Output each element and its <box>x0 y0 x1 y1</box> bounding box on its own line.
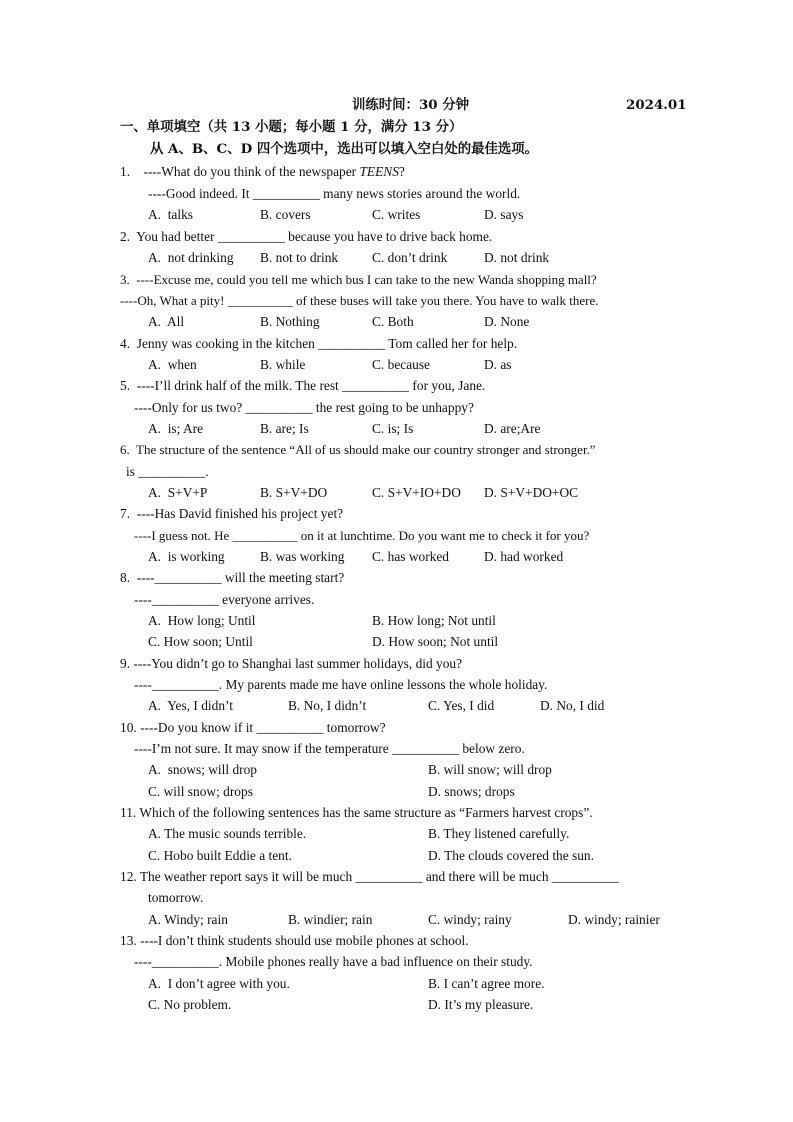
question-3-option-b[interactable]: B. Nothing <box>260 314 320 329</box>
question-5-option-a[interactable]: A. is; Are <box>148 421 204 436</box>
question-11-option-c[interactable]: C. Hobo built Eddie a tent. <box>148 848 292 863</box>
question-8-reply: ----__________ everyone arrives. <box>134 592 315 607</box>
question-8-option-a[interactable]: A. How long; Until <box>148 613 256 628</box>
question-7-reply: ----I guess not. He __________ on it at lunchtime. Do you want me to check it for you? <box>134 528 590 543</box>
page-title: 训练时间：30 分钟 <box>352 97 470 113</box>
question-8-option-d[interactable]: D. How soon; Not until <box>372 634 499 649</box>
question-13-option-b[interactable]: B. I can’t agree more. <box>428 976 545 991</box>
question-9-reply: ----__________. My parents made me have online lessons the whole holiday. <box>134 677 548 692</box>
question-1-reply: ----Good indeed. It __________ many news stories around the world. <box>148 186 521 201</box>
question-3-option-d[interactable]: D. None <box>484 314 530 329</box>
question-1-option-d[interactable]: D. says <box>484 207 524 222</box>
question-13-option-c[interactable]: C. No problem. <box>148 997 232 1012</box>
question-10-option-d[interactable]: D. snows; drops <box>428 784 515 799</box>
question-3-stem: 3. ----Excuse me, could you tell me which bus I can take to the new Wanda shopping mall? <box>120 272 597 287</box>
question-10-option-a[interactable]: A. snows; will drop <box>148 762 257 777</box>
question-13-option-a[interactable]: A. I don’t agree with you. <box>148 976 290 991</box>
question-12-continuation: tomorrow. <box>148 890 204 905</box>
question-2-stem: 2. You had better __________ because you have to drive back home. <box>120 229 493 244</box>
question-3-option-c[interactable]: C. Both <box>372 314 414 329</box>
question-10-option-c[interactable]: C. will snow; drops <box>148 784 253 799</box>
question-5-stem: 5. ----I’ll drink half of the milk. The rest __________ for you, Jane. <box>120 378 486 393</box>
question-2-option-c[interactable]: C. don’t drink <box>372 250 448 265</box>
question-9-option-a[interactable]: A. Yes, I didn’t <box>148 698 233 713</box>
question-9-option-c[interactable]: C. Yes, I did <box>428 698 495 713</box>
question-12-option-c[interactable]: C. windy; rainy <box>428 912 512 927</box>
question-5-option-d[interactable]: D. are;Are <box>484 421 541 436</box>
question-3-option-a[interactable]: A. All <box>148 314 185 329</box>
question-10-option-b[interactable]: B. will snow; will drop <box>428 762 552 777</box>
question-2-option-a[interactable]: A. not drinking <box>148 250 234 265</box>
question-6-stem: 6. The structure of the sentence “All of us should make our country stronger and stronger.” <box>120 442 596 457</box>
question-7-stem: 7. ----Has David finished his project yet? <box>120 506 344 521</box>
question-11-option-b[interactable]: B. They listened carefully. <box>428 826 570 841</box>
question-13-reply: ----__________. Mobile phones really have a bad influence on their study. <box>134 954 533 969</box>
section-instruction: 从 A、B、C、D 四个选项中，选出可以填入空白处的最佳选项。 <box>150 141 539 157</box>
question-10-stem: 10. ----Do you know if it __________ tomorrow? <box>120 720 386 735</box>
question-7-option-d[interactable]: D. had worked <box>484 549 564 564</box>
question-9-option-b[interactable]: B. No, I didn’t <box>288 698 367 713</box>
question-8-stem: 8. ----__________ will the meeting start? <box>120 570 345 585</box>
question-8-option-b[interactable]: B. How long; Not until <box>372 613 496 628</box>
date-label: 2024.01 <box>626 97 687 113</box>
question-11-option-d[interactable]: D. The clouds covered the sun. <box>428 848 594 863</box>
question-9-option-d[interactable]: D. No, I did <box>540 698 605 713</box>
question-12-option-a[interactable]: A. Windy; rain <box>148 912 228 927</box>
question-1-option-b[interactable]: B. covers <box>260 207 311 222</box>
question-2-option-d[interactable]: D. not drink <box>484 250 550 265</box>
question-1-option-a[interactable]: A. talks <box>148 207 194 222</box>
question-5-reply: ----Only for us two? __________ the rest going to be unhappy? <box>134 400 474 415</box>
question-13-stem: 13. ----I don’t think students should use mobile phones at school. <box>120 933 469 948</box>
question-12-option-b[interactable]: B. windier; rain <box>288 912 373 927</box>
question-7-option-a[interactable]: A. is working <box>148 549 225 564</box>
question-6-option-d[interactable]: D. S+V+DO+OC <box>484 485 579 500</box>
question-6-option-b[interactable]: B. S+V+DO <box>260 485 328 500</box>
question-8-option-c[interactable]: C. How soon; Until <box>148 634 253 649</box>
question-10-reply: ----I’m not sure. It may snow if the temperature __________ below zero. <box>134 741 525 756</box>
question-5-option-c[interactable]: C. is; Is <box>372 421 414 436</box>
question-13-option-d[interactable]: D. It’s my pleasure. <box>428 997 534 1012</box>
question-3-reply: ----Oh, What a pity! __________ of these buses will take you there. You have to walk there. <box>120 293 599 308</box>
question-7-option-c[interactable]: C. has worked <box>372 549 449 564</box>
question-4-option-b[interactable]: B. while <box>260 357 306 372</box>
question-1-option-c[interactable]: C. writes <box>372 207 421 222</box>
question-4-option-d[interactable]: D. as <box>484 357 512 372</box>
question-4-option-c[interactable]: C. because <box>372 357 431 372</box>
question-9-stem: 9. ----You didn’t go to Shanghai last summer holidays, did you? <box>120 656 463 671</box>
question-7-option-b[interactable]: B. was working <box>260 549 345 564</box>
question-4-stem: 4. Jenny was cooking in the kitchen __________ Tom called her for help. <box>120 336 518 351</box>
question-11-stem: 11. Which of the following sentences has the same structure as “Farmers harvest crops”. <box>120 805 593 820</box>
question-12-option-d[interactable]: D. windy; rainier <box>568 912 660 927</box>
question-5-option-b[interactable]: B. are; Is <box>260 421 309 436</box>
question-11-option-a[interactable]: A. The music sounds terrible. <box>148 826 307 841</box>
question-12-stem: 12. The weather report says it will be much __________ and there will be much __________ <box>120 869 619 884</box>
question-6-blank-line: is __________. <box>126 464 209 479</box>
question-4-option-a[interactable]: A. when <box>148 357 197 372</box>
question-6-option-c[interactable]: C. S+V+IO+DO <box>372 485 461 500</box>
question-6-option-a[interactable]: A. S+V+P <box>148 485 208 500</box>
question-2-option-b[interactable]: B. not to drink <box>260 250 339 265</box>
section-heading: 一、单项填空（共 13 小题；每小题 1 分，满分 13 分） <box>120 119 463 135</box>
question-1-stem: 1. ----What do you think of the newspaper TEENS? <box>120 164 405 179</box>
